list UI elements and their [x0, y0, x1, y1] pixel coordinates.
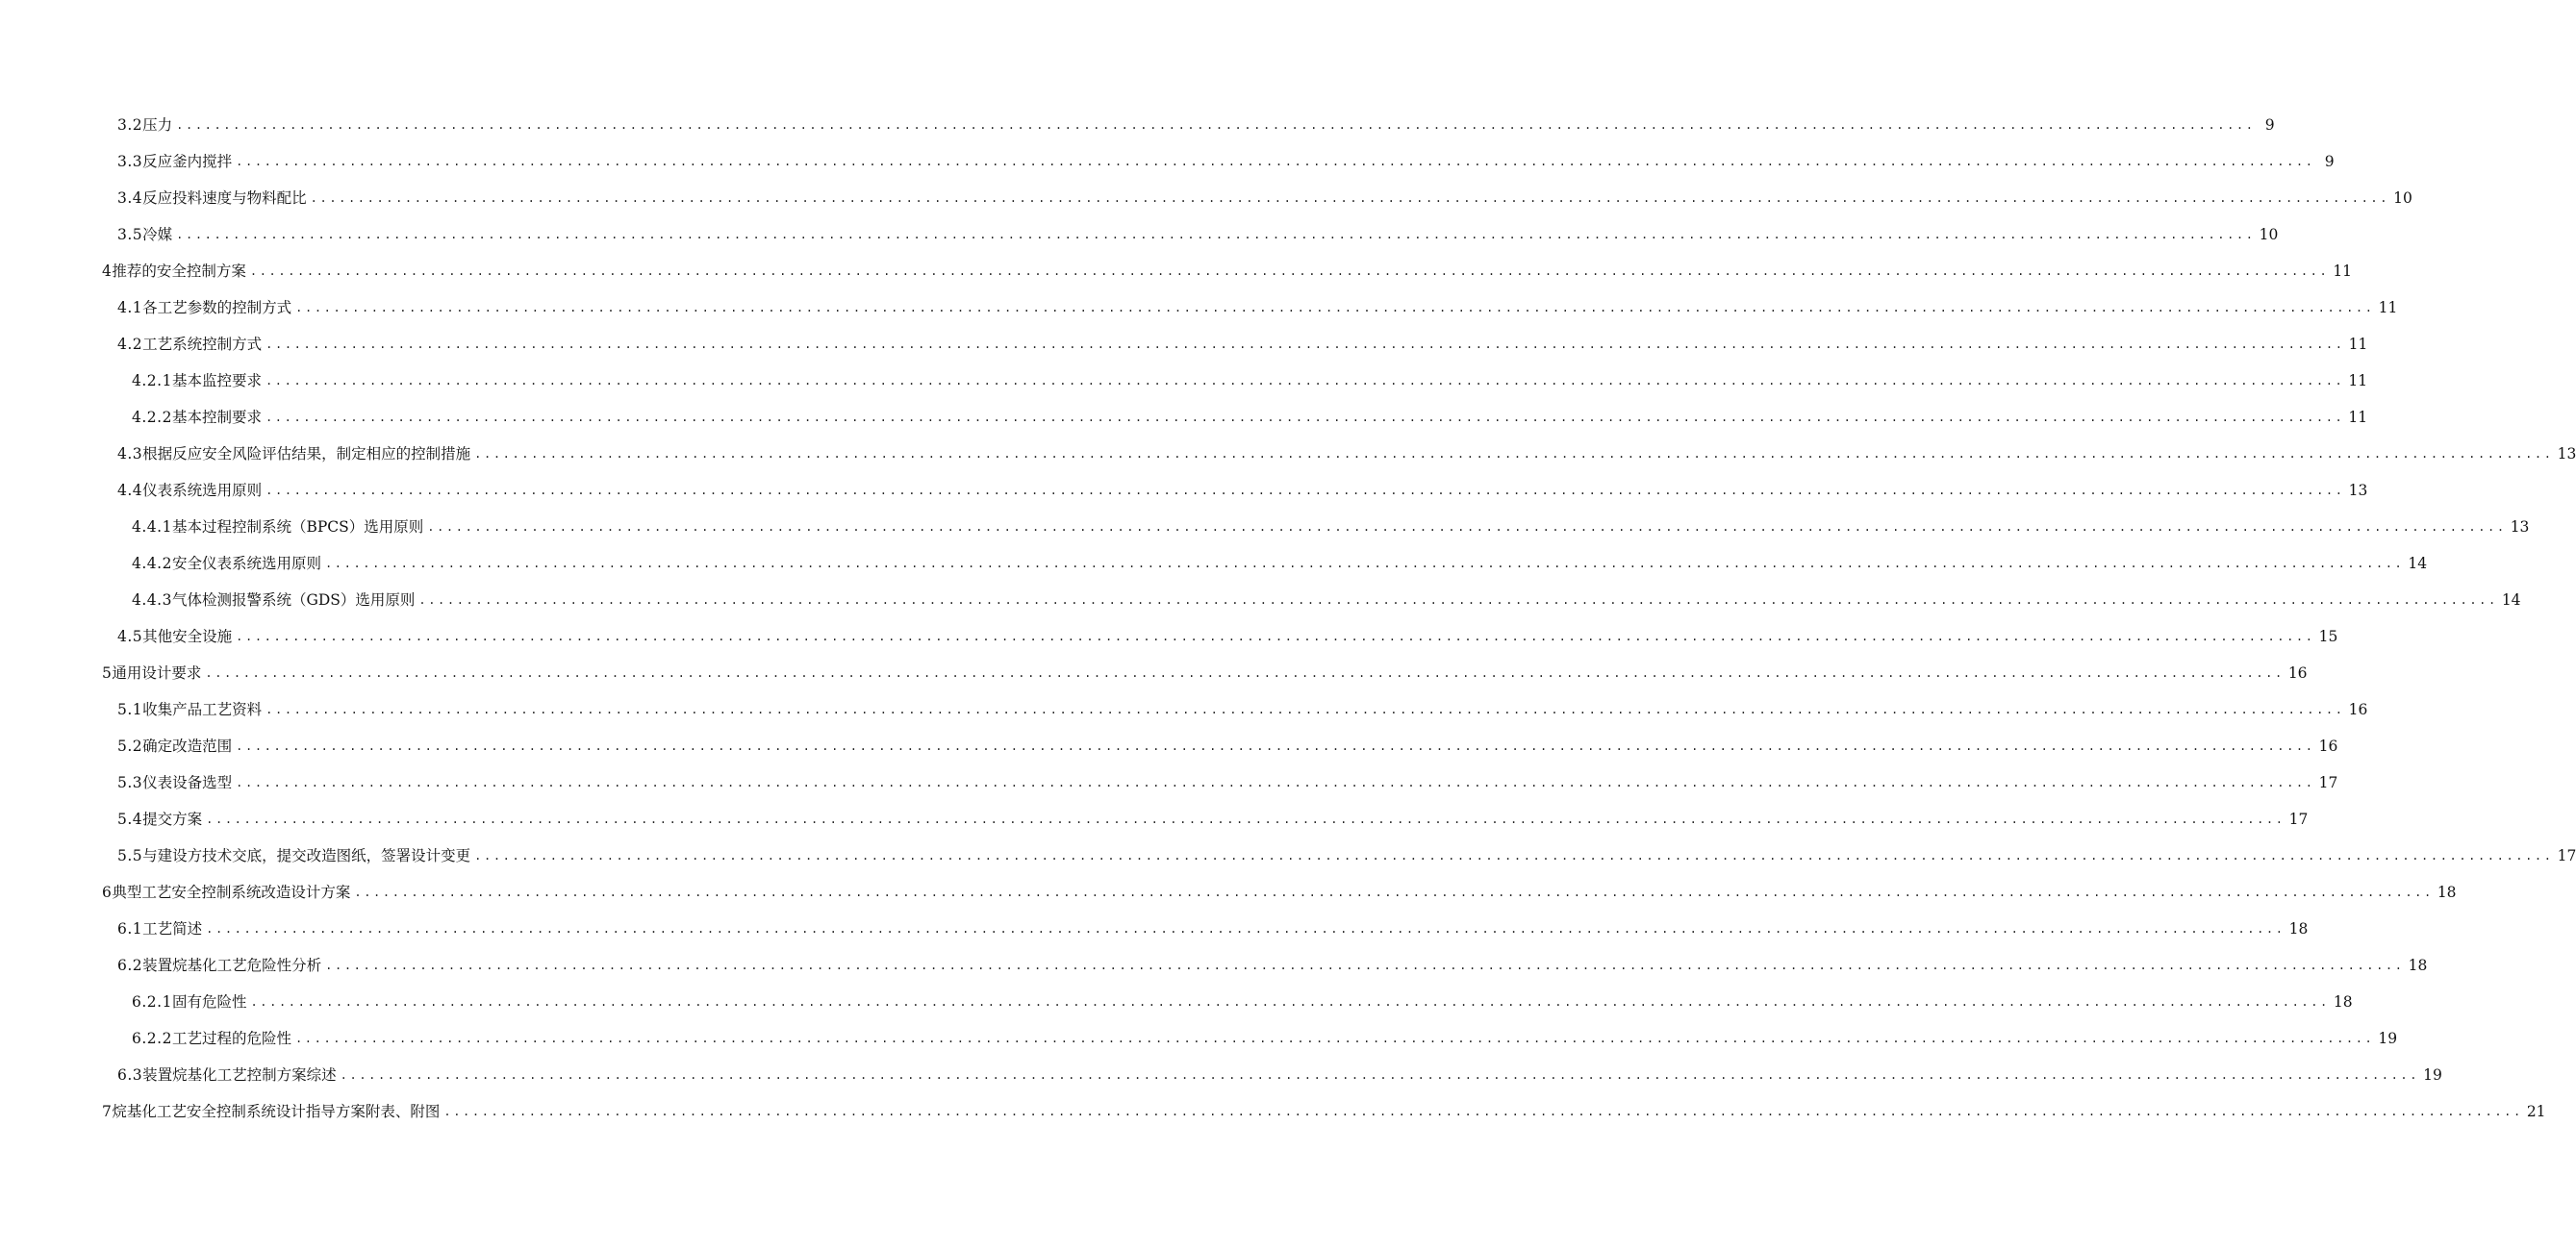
toc-dot-leader: ............................................................................................................................................................................................................................: [206, 922, 2286, 936]
toc-dot-leader: ............................................................................................................................................................................................................................: [176, 118, 2256, 132]
toc-dot-leader: ............................................................................................................................................................................................................................: [265, 703, 2345, 716]
toc-entry[interactable]: [102, 655, 2308, 691]
toc-dot-leader: ............................................................................................................................................................................................................................: [236, 776, 2315, 789]
toc-entry-title: 基本控制要求: [171, 409, 262, 426]
toc-entry-page: 13: [2348, 482, 2368, 499]
toc-entry[interactable]: [102, 1093, 2546, 1130]
toc-entry-title: 固有危险性: [171, 993, 247, 1011]
toc-entry-number: 4: [102, 263, 113, 280]
toc-dot-leader: ............................................................................................................................................................................................................................: [265, 484, 2345, 497]
toc-entry[interactable]: [117, 838, 2576, 874]
toc-entry-number: 4.4.3: [132, 591, 172, 609]
toc-entry-number: 6.2: [117, 957, 143, 974]
toc-entry-title: 其他安全设施: [142, 628, 233, 645]
toc-entry[interactable]: [117, 216, 2279, 253]
toc-dot-leader: ............................................................................................................................................................................................................................: [443, 1105, 2523, 1118]
toc-dot-leader: ............................................................................................................................................................................................................................: [236, 155, 2315, 168]
toc-entry-title: 烷基化工艺安全控制系统设计指导方案附表、附图: [112, 1103, 441, 1120]
toc-entry[interactable]: [117, 801, 2309, 838]
toc-entry-page: 10: [2393, 189, 2412, 207]
toc-dot-leader: ............................................................................................................................................................................................................................: [310, 191, 2390, 205]
toc-dot-leader: ............................................................................................................................................................................................................................: [418, 593, 2498, 607]
toc-entry-number: 4.2.1: [132, 372, 172, 389]
toc-entry[interactable]: [117, 1057, 2442, 1093]
toc-dot-leader: ............................................................................................................................................................................................................................: [325, 959, 2405, 972]
toc-entry[interactable]: [132, 363, 2368, 399]
toc-entry-number: 4.1: [117, 299, 143, 316]
toc-entry-title: 确定改造范围: [142, 738, 233, 755]
toc-entry-page: 9: [2264, 116, 2275, 134]
toc-dot-leader: ............................................................................................................................................................................................................................: [324, 557, 2405, 570]
toc-dot-leader: ............................................................................................................................................................................................................................: [176, 228, 2256, 241]
toc-entry[interactable]: [132, 509, 2530, 545]
toc-entry-page: 15: [2318, 628, 2338, 645]
toc-entry-number: 3.5: [117, 226, 143, 243]
toc-dot-leader: ............................................................................................................................................................................................................................: [265, 374, 2345, 388]
toc-dot-leader: ............................................................................................................................................................................................................................: [354, 886, 2434, 899]
toc-entry-page: 13: [2510, 518, 2530, 536]
toc-entry-number: 6.2.1: [132, 993, 172, 1011]
toc-entry-title: 提交方案: [142, 811, 203, 828]
toc-entry[interactable]: [132, 545, 2428, 582]
toc-dot-leader: ............................................................................................................................................................................................................................: [265, 411, 2345, 424]
toc-entry-number: 3.3: [117, 153, 143, 170]
toc-entry-title: 冷媒: [142, 226, 173, 243]
toc-entry-page: 16: [2318, 738, 2338, 755]
toc-entry-title: 工艺简述: [142, 920, 203, 938]
toc-entry[interactable]: [117, 107, 2275, 143]
toc-entry-number: 6: [102, 884, 113, 901]
toc-entry[interactable]: [117, 289, 2398, 326]
toc-entry-title: 基本监控要求: [171, 372, 262, 389]
toc-dot-leader: ............................................................................................................................................................................................................................: [474, 447, 2554, 461]
toc-entry-number: 4.4.1: [132, 518, 172, 536]
toc-entry[interactable]: [102, 874, 2457, 911]
toc-entry-title: 典型工艺安全控制系统改造设计方案: [112, 884, 351, 901]
toc-entry-page: 21: [2526, 1103, 2546, 1120]
toc-entry[interactable]: [117, 326, 2368, 363]
toc-entry[interactable]: [117, 180, 2412, 216]
toc-entry-title: 各工艺参数的控制方式: [142, 299, 292, 316]
toc-entry-title: 与建设方技术交底，提交改造图纸，签署设计变更: [142, 847, 471, 864]
toc-entry-title: 根据反应安全风险评估结果，制定相应的控制措施: [142, 445, 471, 463]
toc-entry-page: 14: [2501, 591, 2521, 609]
toc-entry-number: 3.4: [117, 189, 143, 207]
toc-entry-title: 反应釜内搅拌: [142, 153, 233, 170]
toc-entry-page: 10: [2259, 226, 2279, 243]
toc-entry-number: 6.2.2: [132, 1030, 172, 1047]
toc-entry-page: 11: [2348, 372, 2368, 389]
toc-entry-number: 5.3: [117, 774, 143, 791]
toc-entry-title: 基本过程控制系统（BPCS）选用原则: [171, 518, 424, 536]
toc-entry-number: 4.2: [117, 336, 143, 353]
toc-entry-title: 通用设计要求: [112, 664, 202, 682]
toc-entry[interactable]: [132, 984, 2353, 1020]
toc-dot-leader: ............................................................................................................................................................................................................................: [205, 666, 2285, 680]
toc-entry-page: 14: [2408, 555, 2428, 572]
toc-entry-number: 3.2: [117, 116, 143, 134]
toc-entry-number: 4.2.2: [132, 409, 172, 426]
toc-entry-page: 18: [2437, 884, 2457, 901]
toc-entry-number: 5.2: [117, 738, 143, 755]
toc-dot-leader: ............................................................................................................................................................................................................................: [427, 520, 2507, 534]
toc-entry-page: 9: [2324, 153, 2335, 170]
table-of-contents: [0, 107, 2576, 1130]
toc-entry-title: 气体检测报警系统（GDS）选用原则: [171, 591, 416, 609]
toc-entry[interactable]: [117, 911, 2309, 947]
toc-dot-leader: ............................................................................................................................................................................................................................: [236, 739, 2315, 753]
toc-entry-number: 6.1: [117, 920, 143, 938]
toc-dot-leader: ............................................................................................................................................................................................................................: [250, 995, 2330, 1009]
toc-entry[interactable]: [117, 691, 2368, 728]
toc-entry-page: 19: [2378, 1030, 2398, 1047]
toc-entry-page: 11: [2348, 409, 2368, 426]
toc-entry-number: 4.3: [117, 445, 143, 463]
toc-entry-title: 装置烷基化工艺控制方案综述: [142, 1066, 337, 1084]
toc-entry[interactable]: [117, 436, 2576, 472]
toc-entry-page: 13: [2557, 445, 2576, 463]
toc-entry[interactable]: [117, 728, 2338, 764]
toc-entry[interactable]: [102, 253, 2353, 289]
toc-entry[interactable]: [132, 1020, 2398, 1057]
toc-entry-number: 4.4.2: [132, 555, 172, 572]
toc-entry-title: 收集产品工艺资料: [142, 701, 263, 718]
toc-entry-number: 5: [102, 664, 113, 682]
toc-entry-page: 16: [2287, 664, 2308, 682]
toc-entry-page: 17: [2557, 847, 2576, 864]
toc-entry-page: 16: [2348, 701, 2368, 718]
toc-entry-number: 5.5: [117, 847, 143, 864]
toc-entry[interactable]: [117, 143, 2335, 180]
toc-entry-page: 18: [2288, 920, 2309, 938]
toc-entry[interactable]: [117, 472, 2368, 509]
toc-entry[interactable]: [117, 764, 2338, 801]
toc-dot-leader: ............................................................................................................................................................................................................................: [236, 630, 2315, 643]
toc-entry[interactable]: [132, 582, 2521, 618]
toc-entry-page: 18: [2408, 957, 2428, 974]
toc-entry-page: 11: [2348, 336, 2368, 353]
toc-entry-title: 工艺过程的危险性: [171, 1030, 291, 1047]
toc-entry-page: 11: [2333, 263, 2353, 280]
toc-entry-title: 压力: [142, 116, 173, 134]
toc-dot-leader: ............................................................................................................................................................................................................................: [295, 301, 2375, 314]
toc-entry-number: 5.4: [117, 811, 143, 828]
toc-dot-leader: ............................................................................................................................................................................................................................: [474, 849, 2554, 863]
toc-entry-page: 17: [2288, 811, 2309, 828]
toc-entry-number: 4.5: [117, 628, 143, 645]
toc-entry-page: 17: [2318, 774, 2338, 791]
toc-entry-page: 11: [2378, 299, 2398, 316]
toc-dot-leader: ............................................................................................................................................................................................................................: [265, 338, 2345, 351]
toc-entry-number: 6.3: [117, 1066, 143, 1084]
toc-entry-title: 反应投料速度与物料配比: [142, 189, 307, 207]
toc-entry[interactable]: [132, 399, 2368, 436]
toc-entry-title: 推荐的安全控制方案: [112, 263, 246, 280]
toc-entry-number: 5.1: [117, 701, 143, 718]
toc-dot-leader: ............................................................................................................................................................................................................................: [340, 1068, 2420, 1082]
toc-entry-page: 19: [2423, 1066, 2442, 1084]
toc-entry[interactable]: [117, 618, 2338, 655]
toc-entry-title: 装置烷基化工艺危险性分析: [142, 957, 322, 974]
toc-entry-number: 7: [102, 1103, 113, 1120]
toc-entry-number: 4.4: [117, 482, 143, 499]
toc-entry-title: 安全仪表系统选用原则: [171, 555, 321, 572]
toc-entry[interactable]: [117, 947, 2428, 984]
toc-entry-page: 18: [2333, 993, 2353, 1011]
toc-entry-title: 工艺系统控制方式: [142, 336, 263, 353]
toc-entry-title: 仪表系统选用原则: [142, 482, 263, 499]
toc-dot-leader: ............................................................................................................................................................................................................................: [249, 264, 2330, 278]
toc-dot-leader: ............................................................................................................................................................................................................................: [294, 1032, 2375, 1045]
toc-dot-leader: ............................................................................................................................................................................................................................: [206, 813, 2286, 826]
toc-entry-title: 仪表设备选型: [142, 774, 233, 791]
